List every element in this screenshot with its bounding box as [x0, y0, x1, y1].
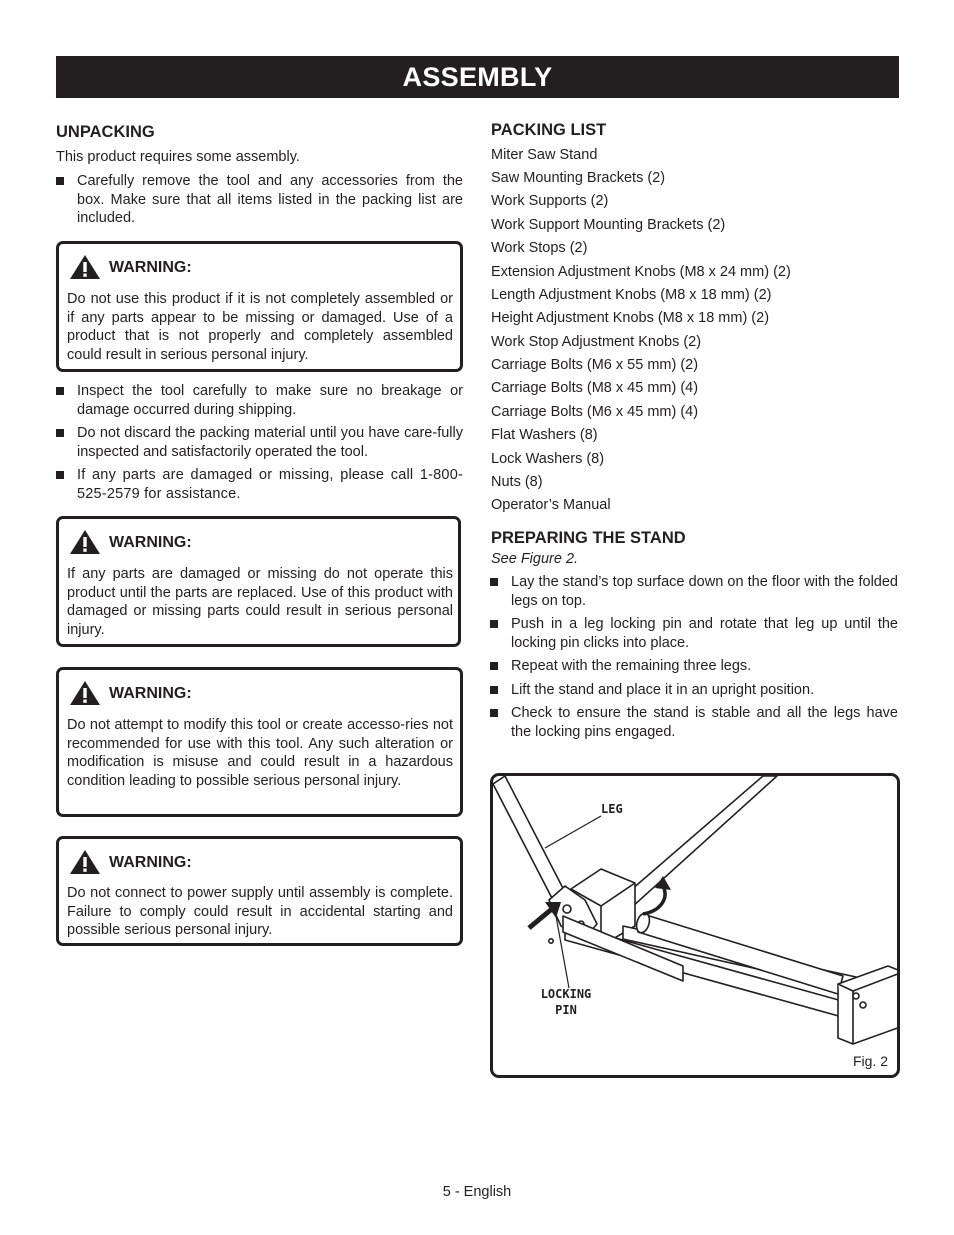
warning-body: Do not attempt to modify this tool or create accesso-ries not recommended for use with this tool. Any such alteration or modification is misuse and could result in a hazardous condition leading to possible serious personal injury.	[67, 717, 453, 790]
bullet-text: Repeat with the remaining three legs.	[511, 658, 752, 674]
warning-body: If any parts are damaged or missing do not operate this product until the parts are replaced. Use of this product with damaged or missing parts could result in serious personal injury.	[67, 566, 453, 639]
warning-title: WARNING:	[109, 854, 192, 871]
unpacking-bullet	[77, 172, 463, 228]
preparing-bullet	[511, 704, 898, 741]
list-item: Carriage Bolts (M6 x 45 mm) (4)	[491, 404, 699, 420]
bullet-square-icon	[56, 429, 64, 437]
see-figure-note: See Figure 2.	[491, 551, 579, 567]
preparing-bullet	[511, 573, 898, 610]
list-item: Length Adjustment Knobs (M8 x 18 mm) (2)	[491, 287, 772, 303]
warning-triangle-icon	[69, 254, 101, 280]
bullet-text: If any parts are damaged or missing, please call 1-800-525-2579 for assistance.	[77, 467, 463, 502]
list-item: Flat Washers (8)	[491, 427, 598, 443]
bullet-square-icon	[490, 662, 498, 670]
warning-triangle-icon	[69, 529, 101, 555]
bullet-text: Do not discard the packing material until you have care-fully inspected and satisfactorily operated the tool.	[77, 425, 463, 460]
bullet-text: Carefully remove the tool and any accessories from the box. Make sure that all items listed in the packing list are included.	[77, 173, 463, 226]
list-item: Work Supports (2)	[491, 193, 609, 209]
list-item: Work Stops (2)	[491, 240, 588, 256]
list-item: Operator’s Manual	[491, 497, 611, 513]
warning-title: WARNING:	[109, 534, 192, 551]
inspect-bullet	[77, 382, 463, 419]
list-item: Work Stop Adjustment Knobs (2)	[491, 334, 702, 350]
bullet-text: Check to ensure the stand is stable and all the legs have the locking pins engaged.	[511, 705, 898, 740]
warning-body: Do not connect to power supply until assembly is complete. Failure to comply could result in accidental starting and possible serious personal injury.	[67, 885, 453, 939]
warning-body: Do not use this product if it is not completely assembled or if any parts appear to be missing or damaged. Use of a product that is not properly and completely assembled could result in serious personal injury.	[67, 291, 453, 364]
list-item: Nuts (8)	[491, 474, 543, 490]
warning-triangle-icon	[69, 849, 101, 875]
warning-box-1	[56, 241, 463, 372]
packing-list-heading: PACKING LIST	[491, 121, 607, 139]
preparing-bullet	[511, 615, 898, 652]
preparing-heading: PREPARING THE STAND	[491, 529, 686, 547]
pin-label-text: PIN	[555, 1003, 577, 1017]
bullet-text: Lift the stand and place it in an upright position.	[511, 682, 815, 698]
warning-title: WARNING:	[109, 685, 192, 702]
figure-2	[490, 773, 900, 1078]
warning-box-2	[56, 516, 461, 647]
locking-pin-label	[535, 986, 597, 1018]
figure-caption: Fig. 2	[852, 1053, 888, 1069]
unpacking-intro: This product requires some assembly.	[56, 149, 300, 165]
bullet-text: Inspect the tool carefully to make sure no breakage or damage occurred during shipping.	[77, 383, 463, 418]
bullet-square-icon	[56, 471, 64, 479]
list-item: Work Support Mounting Brackets (2)	[491, 217, 726, 233]
warning-box-4	[56, 836, 463, 946]
section-banner: ASSEMBLY	[56, 56, 899, 98]
list-item: Carriage Bolts (M8 x 45 mm) (4)	[491, 380, 699, 396]
locking-label-text: LOCKING	[540, 987, 592, 1001]
bullet-text: Push in a leg locking pin and rotate that leg up until the locking pin clicks into place.	[511, 616, 898, 651]
warning-title: WARNING:	[109, 259, 192, 276]
stand-illustration	[493, 776, 897, 1075]
bullet-square-icon	[490, 709, 498, 717]
list-item: Extension Adjustment Knobs (M8 x 24 mm) (2)	[491, 264, 791, 280]
damaged-parts-bullet	[77, 466, 463, 503]
bullet-square-icon	[56, 387, 64, 395]
packing-material-bullet	[77, 424, 463, 461]
bullet-square-icon	[490, 686, 498, 694]
warning-box-3	[56, 667, 463, 817]
unpacking-heading: UNPACKING	[56, 123, 155, 141]
bullet-square-icon	[56, 177, 64, 185]
list-item: Height Adjustment Knobs (M8 x 18 mm) (2)	[491, 310, 770, 326]
preparing-bullet	[511, 657, 898, 676]
bullet-text: Lay the stand’s top surface down on the floor with the folded legs on top.	[511, 574, 898, 609]
leg-label: LEG	[601, 802, 623, 816]
bullet-square-icon	[490, 620, 498, 628]
list-item: Saw Mounting Brackets (2)	[491, 170, 666, 186]
list-item: Miter Saw Stand	[491, 147, 598, 163]
preparing-bullet	[511, 681, 898, 700]
warning-triangle-icon	[69, 680, 101, 706]
list-item: Lock Washers (8)	[491, 451, 605, 467]
list-item: Carriage Bolts (M6 x 55 mm) (2)	[491, 357, 699, 373]
page-footer: 5 - English	[442, 1184, 512, 1200]
bullet-square-icon	[490, 578, 498, 586]
